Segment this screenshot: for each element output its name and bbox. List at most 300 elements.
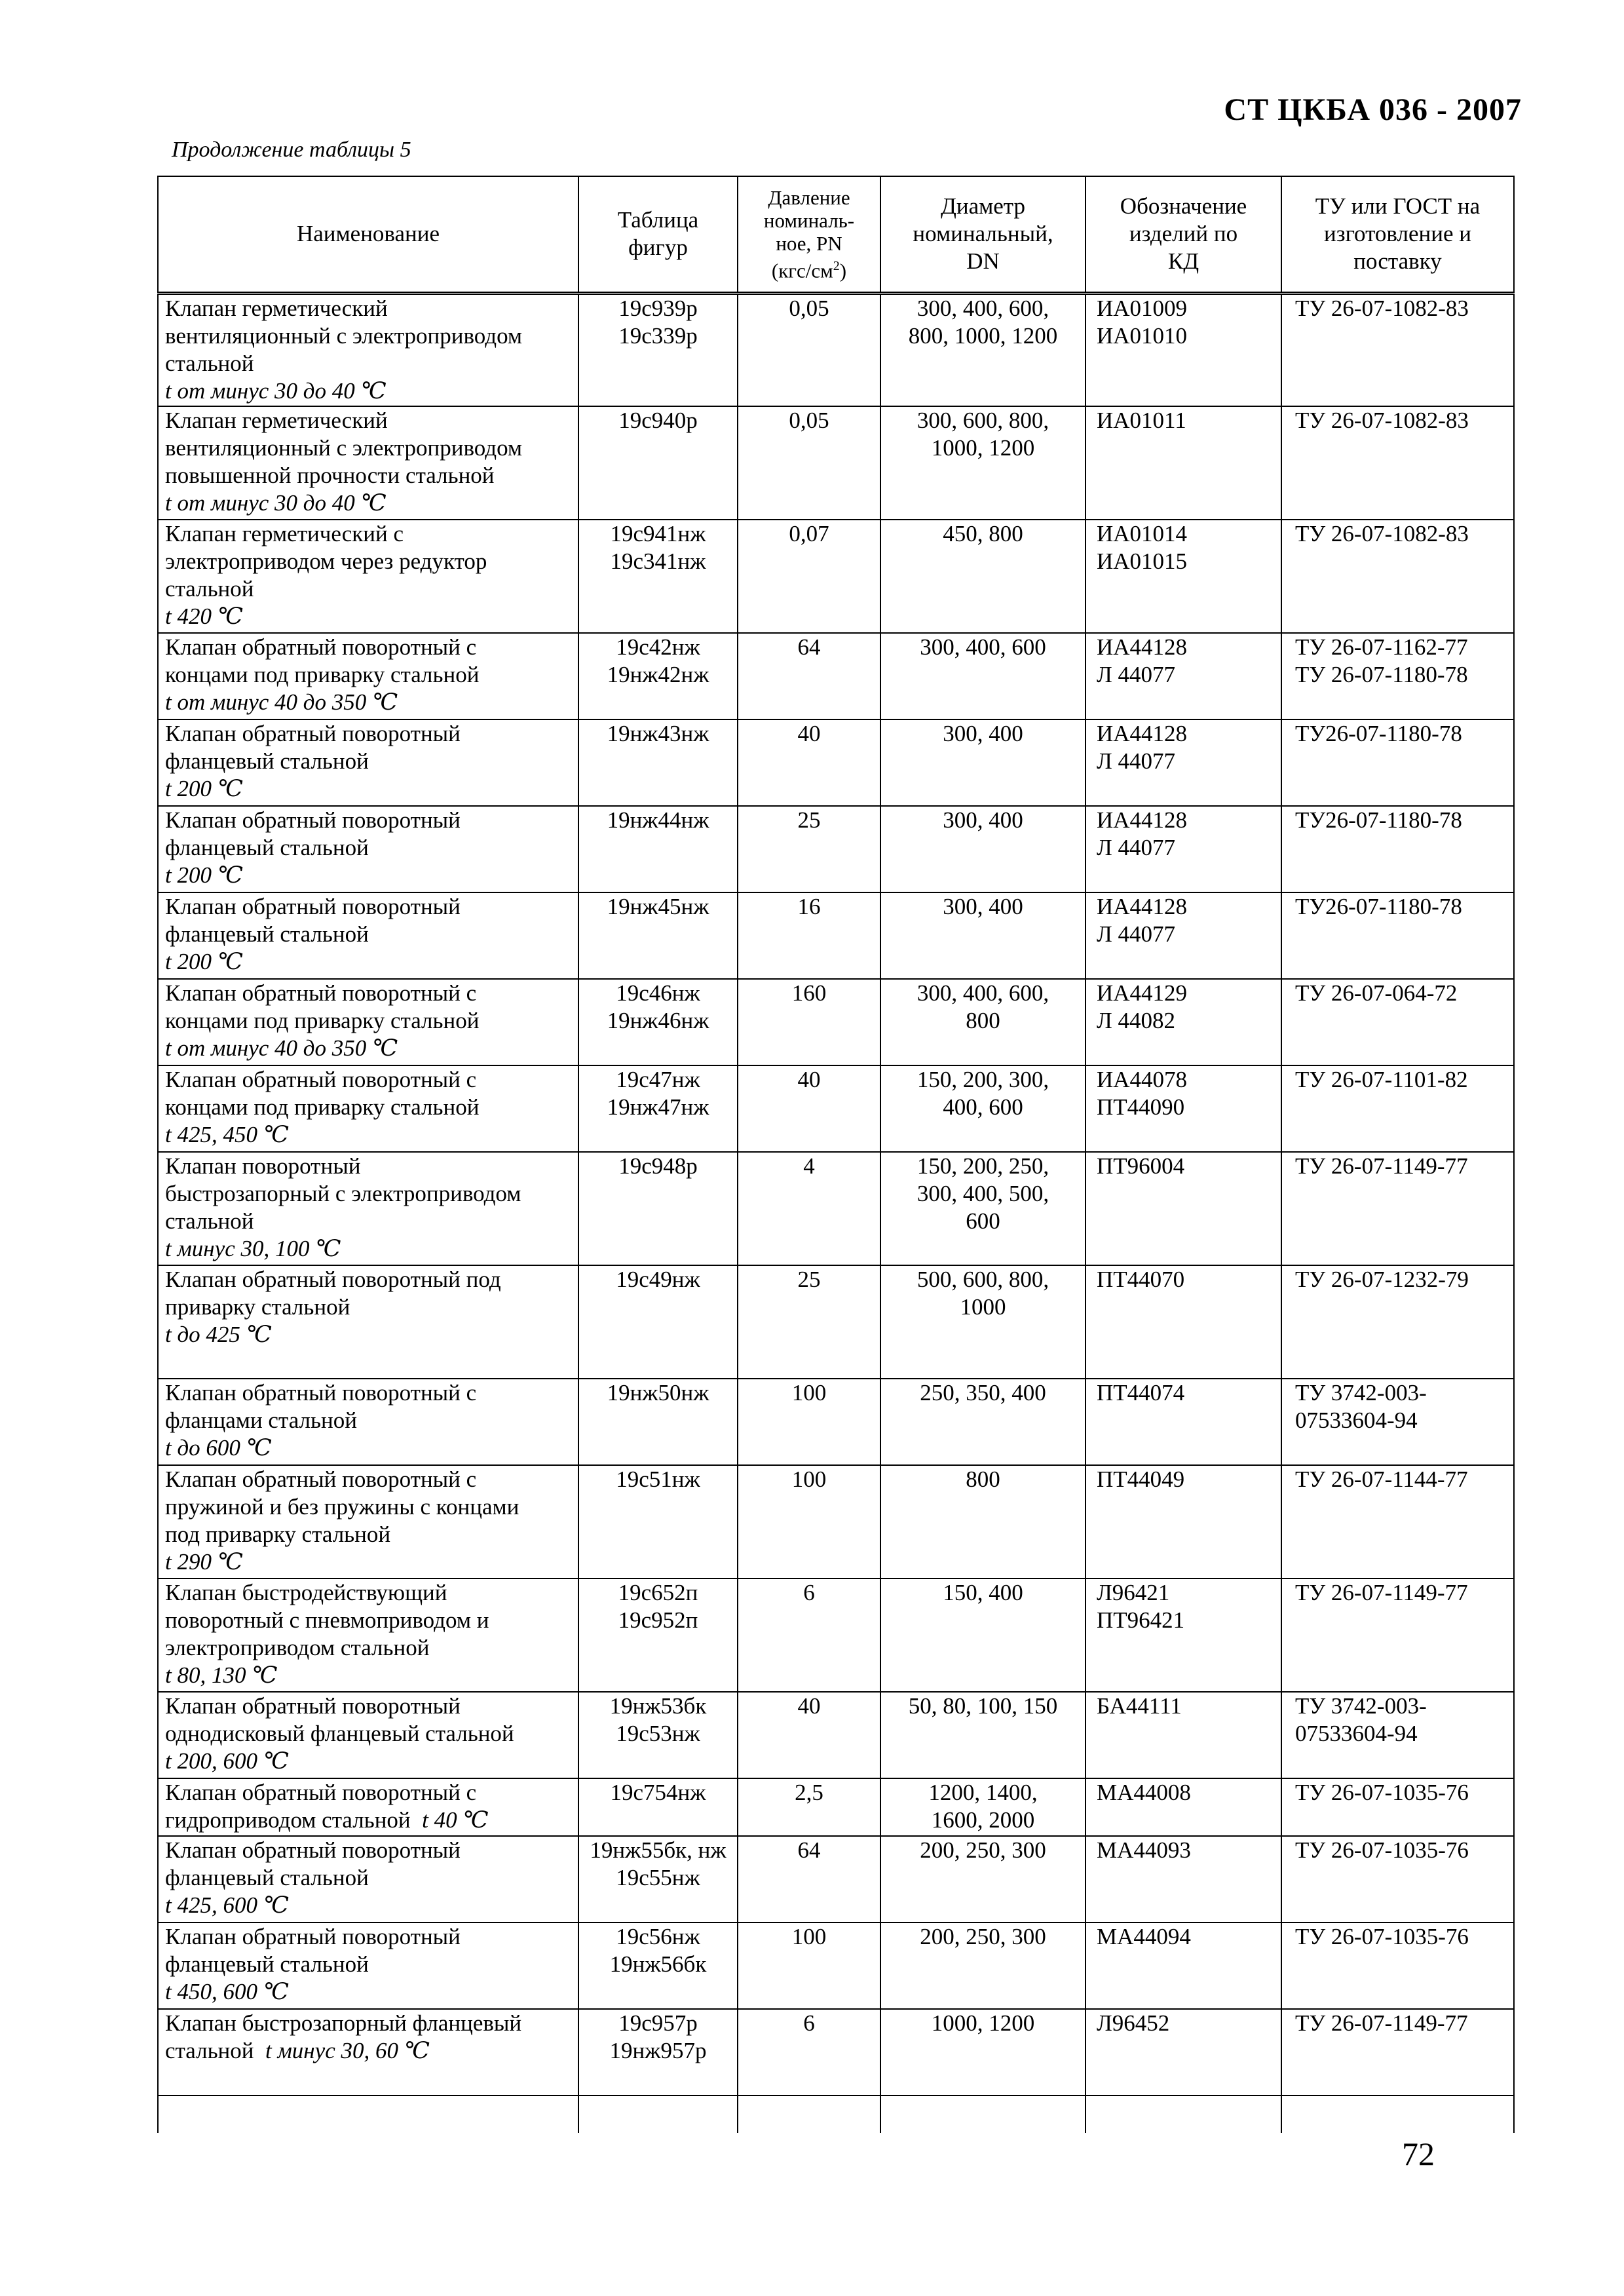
cell-pressure [738, 1379, 880, 1465]
cell-line: МА44093 [1097, 1837, 1191, 1863]
cell-name [158, 979, 578, 1065]
cell-line: 40 [797, 1067, 821, 1092]
cell-line: стальной [165, 576, 254, 602]
header-figure-line: фигур [628, 235, 688, 261]
cell-line: 19с952п [618, 1607, 698, 1633]
cell-line: МА44008 [1097, 1780, 1191, 1805]
cell-line: Клапан обратный поворотный с [165, 634, 477, 660]
cell-line: 25 [797, 807, 821, 833]
cell-line: ПТ44070 [1097, 1267, 1185, 1292]
cell-standard [1281, 1065, 1514, 1152]
cell-diameter [880, 979, 1086, 1065]
cell-line: 300, 400 [943, 807, 1023, 833]
temperature-range: t до 425 ℃ [165, 1322, 272, 1347]
header-designation [1086, 176, 1281, 293]
cell-line: 800 [966, 1466, 1000, 1492]
table-row [158, 892, 1514, 979]
cell-figure [578, 1379, 738, 1465]
cell-line: 100 [791, 1380, 827, 1406]
table-row [158, 1465, 1514, 1578]
cell-pressure [738, 520, 880, 633]
cell-line: ТУ 26-07-1232-79 [1295, 1267, 1469, 1292]
temperature-range: t 425, 600 ℃ [165, 1892, 289, 1918]
cell-line: ИА01014 [1097, 521, 1188, 546]
cell-line: 300, 600, 800, [916, 408, 1049, 433]
cell-line: Л96421 [1097, 1580, 1170, 1605]
cell-line: фланцами стальной [165, 1407, 357, 1433]
header-diameter-line: Диаметр [940, 193, 1026, 220]
table-row [158, 1692, 1514, 1778]
cell-line: 600 [966, 1208, 1000, 1234]
cell-name [158, 1152, 578, 1265]
cell-line: 19нж47нж [607, 1094, 709, 1120]
cell-line: Л 44077 [1097, 662, 1175, 687]
header-pressure-line: ное, PN [776, 232, 842, 256]
cell-line: повышенной прочности стальной [165, 463, 495, 488]
cell-line: 500, 600, 800, [916, 1267, 1049, 1292]
cell-diameter [880, 1152, 1086, 1265]
cell-line: Л 44077 [1097, 921, 1175, 947]
unit-exponent: 2 [833, 259, 840, 274]
table-row [158, 1265, 1514, 1379]
cell-line: 19нж46нж [607, 1008, 709, 1033]
cell-standard [1281, 1692, 1514, 1778]
cell-line: 19с55нж [616, 1865, 700, 1890]
cell-line: однодисковый фланцевый стальной [165, 1721, 514, 1746]
cell-designation [1086, 293, 1281, 406]
cell-name [158, 719, 578, 806]
cell-line: 19нж53бк [609, 1693, 707, 1719]
cell-name [158, 806, 578, 892]
cell-name [158, 293, 578, 406]
header-designation-line: Обозначение [1120, 193, 1247, 220]
cell-diameter [880, 1379, 1086, 1465]
header-diameter-line: DN [966, 248, 1000, 275]
cell-standard [1281, 1152, 1514, 1265]
cell-line: Клапан обратный поворотный [165, 1837, 461, 1863]
cell-line: 200, 250, 300 [920, 1924, 1046, 1949]
cell-name [158, 892, 578, 979]
cell-line: концами под приварку стальной [165, 662, 480, 687]
valve-specification-table [157, 176, 1515, 2133]
cell-line: 19нж56бк [609, 1951, 707, 1977]
cell-line: Л 44082 [1097, 1008, 1175, 1033]
empty-cell [158, 2095, 578, 2133]
cell-line: стальной [165, 350, 254, 376]
temperature-range: t 200, 600 ℃ [165, 1748, 289, 1774]
header-pressure-line: номиналь- [763, 209, 855, 233]
cell-line: 1200, 1400, [928, 1780, 1038, 1805]
cell-line: 07533604-94 [1295, 1721, 1418, 1746]
cell-figure [578, 1923, 738, 2009]
cell-line: 40 [797, 1693, 821, 1719]
table-row [158, 719, 1514, 806]
cell-line: ТУ 26-07-1149-77 [1295, 1153, 1468, 1179]
table-row [158, 633, 1514, 719]
cell-line: Клапан обратный поворотный [165, 721, 461, 746]
cell-designation [1086, 806, 1281, 892]
cell-line: 64 [797, 1837, 821, 1863]
cell-line: Клапан обратный поворотный [165, 807, 461, 833]
cell-diameter [880, 1578, 1086, 1692]
cell-line: ИА01009 [1097, 295, 1188, 321]
cell-line: 19с42нж [616, 634, 700, 660]
table-continuation [158, 2095, 1514, 2133]
cell-line: ИА44128 [1097, 721, 1188, 746]
cell-line: 19с940р [618, 408, 698, 433]
cell-name [158, 1692, 578, 1778]
cell-pressure [738, 1152, 880, 1265]
cell-line: 19нж957р [609, 2038, 707, 2063]
cell-figure [578, 719, 738, 806]
cell-standard [1281, 806, 1514, 892]
cell-line: ТУ 26-07-1149-77 [1295, 1580, 1468, 1605]
cell-line: ТУ 26-07-1082-83 [1295, 295, 1469, 321]
header-standard-line: ТУ или ГОСТ на [1315, 193, 1481, 220]
cell-standard [1281, 1778, 1514, 1836]
cell-designation [1086, 719, 1281, 806]
temperature-range: t минус 30, 60 ℃ [265, 2038, 430, 2063]
cell-name [158, 2009, 578, 2095]
cell-line: 1000 [960, 1294, 1006, 1320]
cell-figure [578, 520, 738, 633]
cell-line: ТУ26-07-1180-78 [1295, 807, 1462, 833]
cell-pressure [738, 293, 880, 406]
temperature-range: t 80, 130 ℃ [165, 1662, 278, 1688]
cell-figure [578, 1836, 738, 1923]
temperature-range: t 290 ℃ [165, 1549, 243, 1575]
cell-line: фланцевый стальной [165, 921, 369, 947]
cell-designation [1086, 1778, 1281, 1836]
temperature-range: t от минус 40 до 350 ℃ [165, 689, 398, 715]
cell-pressure [738, 1578, 880, 1692]
cell-designation [1086, 633, 1281, 719]
cell-name [158, 520, 578, 633]
header-standard-line: изготовление и [1324, 221, 1471, 247]
header-figure [578, 176, 738, 293]
cell-line: 19с53нж [616, 1721, 700, 1746]
cell-line: Клапан поворотный [165, 1153, 361, 1179]
cell-designation [1086, 1578, 1281, 1692]
temperature-range: t 200 ℃ [165, 862, 243, 888]
cell-standard [1281, 1578, 1514, 1692]
cell-line: 19с49нж [616, 1267, 700, 1292]
cell-line: 160 [791, 980, 827, 1006]
cell-designation [1086, 1265, 1281, 1379]
cell-diameter [880, 1836, 1086, 1923]
cell-pressure [738, 1778, 880, 1836]
cell-name [158, 1265, 578, 1379]
cell-line: 0,05 [789, 295, 829, 321]
cell-line: 07533604-94 [1295, 1407, 1418, 1433]
cell-line: ИА44129 [1097, 980, 1188, 1006]
cell-line [165, 2037, 571, 2065]
cell-diameter [880, 2009, 1086, 2095]
cell-line: 1600, 2000 [931, 1807, 1035, 1833]
cell-line: 19нж50нж [607, 1380, 709, 1406]
cell-line: 19с46нж [616, 980, 700, 1006]
cell-figure [578, 1065, 738, 1152]
table-row [158, 406, 1514, 520]
cell-line: вентиляционный с электроприводом [165, 322, 523, 349]
cell-line: ТУ 26-07-1101-82 [1295, 1067, 1468, 1092]
unit-text: (кгс/см [771, 259, 833, 282]
cell-pressure [738, 1065, 880, 1152]
cell-line: фланцевый стальной [165, 748, 369, 774]
cell-line: фланцевый стальной [165, 1865, 369, 1890]
header-designation-line: изделий по [1129, 221, 1238, 247]
cell-diameter [880, 406, 1086, 520]
table-row [158, 520, 1514, 633]
cell-name [158, 406, 578, 520]
table-row [158, 293, 1514, 406]
cell-line: ИА01011 [1097, 408, 1186, 433]
cell-name [158, 1578, 578, 1692]
document-code: СТ ЦКБА 036 - 2007 [1224, 92, 1522, 127]
cell-standard [1281, 719, 1514, 806]
cell-figure [578, 1578, 738, 1692]
cell-line: 19с341нж [610, 548, 706, 574]
header-pressure-line: Давление [768, 186, 850, 210]
cell-diameter [880, 1923, 1086, 2009]
cell-line: фланцевый стальной [165, 1951, 369, 1977]
header-pressure-unit [744, 255, 875, 282]
empty-cell [880, 2095, 1086, 2133]
cell-line: БА44111 [1097, 1693, 1182, 1719]
cell-line: Клапан герметический [165, 295, 388, 321]
cell-line: 19нж43нж [607, 721, 709, 746]
cell-line: 300, 400, 500, [916, 1181, 1049, 1206]
cell-pressure [738, 1836, 880, 1923]
table-row [158, 1152, 1514, 1265]
cell-line: ПТ96421 [1097, 1607, 1185, 1633]
cell-line: 19с957р [618, 2010, 698, 2036]
page-number: 72 [1402, 2135, 1435, 2172]
cell-line: 19с652п [618, 1580, 698, 1605]
header-diameter-line: номинальный, [913, 221, 1053, 247]
cell-line: ТУ 26-07-1144-77 [1295, 1466, 1468, 1492]
cell-line: ТУ 26-07-1035-76 [1295, 1837, 1469, 1863]
cell-designation [1086, 1065, 1281, 1152]
cell-line [165, 1807, 571, 1834]
cell-designation [1086, 892, 1281, 979]
cell-line: стальной [165, 1208, 254, 1234]
cell-diameter [880, 633, 1086, 719]
cell-standard [1281, 979, 1514, 1065]
cell-line: ТУ26-07-1180-78 [1295, 721, 1462, 746]
cell-standard [1281, 1836, 1514, 1923]
cell-name [158, 1923, 578, 2009]
cell-pressure [738, 806, 880, 892]
cell-line: электроприводом через редуктор [165, 548, 487, 574]
cell-designation [1086, 1923, 1281, 2009]
cell-diameter [880, 1265, 1086, 1379]
cell-line: ПТ44090 [1097, 1094, 1185, 1120]
cell-line: 6 [803, 2010, 815, 2036]
cell-designation [1086, 1152, 1281, 1265]
cell-line: 25 [797, 1267, 821, 1292]
cell-line: 300, 400 [943, 894, 1023, 919]
cell-line: Клапан быстродействующий [165, 1580, 447, 1605]
cell-line: 1000, 1200 [931, 2010, 1035, 2036]
header-designation-line: КД [1167, 248, 1199, 275]
table-row [158, 1578, 1514, 1692]
cell-line: ПТ44074 [1097, 1380, 1185, 1406]
cell-designation [1086, 1379, 1281, 1465]
cell-line: ТУ 26-07-1180-78 [1295, 662, 1468, 687]
cell-line: под приварку стальной [165, 1521, 391, 1547]
name-text: гидроприводом стальной [165, 1807, 411, 1833]
cell-line: 150, 400 [943, 1580, 1023, 1605]
cell-line: Клапан обратный поворотный с [165, 1067, 477, 1092]
cell-line: ИА01010 [1097, 322, 1188, 349]
cell-line: 19с51нж [616, 1466, 700, 1492]
cell-line: 300, 400, 600, [916, 295, 1049, 321]
empty-cell [1086, 2095, 1281, 2133]
cell-designation [1086, 1465, 1281, 1578]
cell-line: 200, 250, 300 [920, 1837, 1046, 1863]
cell-standard [1281, 520, 1514, 633]
cell-diameter [880, 719, 1086, 806]
table-row [158, 979, 1514, 1065]
cell-line: Клапан обратный поворотный [165, 894, 461, 919]
cell-line: 19нж45нж [607, 894, 709, 919]
cell-line: 16 [797, 894, 821, 919]
cell-line: ИА44128 [1097, 894, 1188, 919]
header-name: Наименование [158, 176, 578, 293]
table-row [158, 2009, 1514, 2095]
cell-line: 100 [791, 1466, 827, 1492]
cell-figure [578, 1692, 738, 1778]
cell-line: 150, 200, 250, [916, 1153, 1049, 1179]
cell-line: Клапан обратный поворотный с [165, 1780, 477, 1805]
cell-pressure [738, 406, 880, 520]
cell-line: 300, 400, 600, [916, 980, 1049, 1006]
cell-name [158, 633, 578, 719]
table-row [158, 1379, 1514, 1465]
cell-figure [578, 1265, 738, 1379]
cell-pressure [738, 1265, 880, 1379]
cell-line: быстрозапорный с электроприводом [165, 1181, 521, 1206]
cell-figure [578, 2009, 738, 2095]
cell-designation [1086, 1692, 1281, 1778]
cell-line: ТУ 3742-003- [1295, 1380, 1427, 1406]
cell-line: 19с47нж [616, 1067, 700, 1092]
cell-diameter [880, 293, 1086, 406]
cell-pressure [738, 1692, 880, 1778]
cell-line: ТУ26-07-1180-78 [1295, 894, 1462, 919]
cell-name [158, 1379, 578, 1465]
cell-line: 19с339р [618, 322, 698, 349]
table-row [158, 1923, 1514, 2009]
cell-line: ИА44128 [1097, 634, 1188, 660]
cell-line: Л 44077 [1097, 748, 1175, 774]
cell-line: ПТ96004 [1097, 1153, 1185, 1179]
cell-line: вентиляционный с электроприводом [165, 435, 523, 461]
cell-line: электроприводом стальной [165, 1635, 430, 1660]
cell-pressure [738, 979, 880, 1065]
temperature-range: t 420 ℃ [165, 603, 243, 629]
name-text: стальной [165, 2038, 254, 2063]
cell-line: 400, 600 [943, 1094, 1023, 1120]
header-standard-line: поставку [1353, 248, 1442, 275]
temperature-range: t 425, 450 ℃ [165, 1122, 289, 1147]
cell-pressure [738, 1465, 880, 1578]
cell-pressure [738, 2009, 880, 2095]
cell-line: Клапан обратный поворотный с [165, 980, 477, 1006]
cell-figure [578, 892, 738, 979]
table-caption: Продолжение таблицы 5 [172, 138, 411, 162]
cell-standard [1281, 1379, 1514, 1465]
cell-line: ТУ 26-07-064-72 [1295, 980, 1458, 1006]
cell-name [158, 1465, 578, 1578]
cell-line: Клапан обратный поворотный [165, 1924, 461, 1949]
cell-line: Клапан герметический [165, 408, 388, 433]
table-body [158, 293, 1514, 2133]
cell-line: ТУ 26-07-1035-76 [1295, 1924, 1469, 1949]
cell-standard [1281, 633, 1514, 719]
temperature-range: t 40 ℃ [422, 1807, 489, 1833]
cell-line: 800 [966, 1008, 1000, 1033]
cell-figure [578, 806, 738, 892]
cell-line: 19с948р [618, 1153, 698, 1179]
cell-line: ТУ 26-07-1082-83 [1295, 521, 1469, 546]
cell-line: Клапан обратный поворотный с [165, 1380, 477, 1406]
cell-line: 64 [797, 634, 821, 660]
cell-pressure [738, 1923, 880, 2009]
cell-figure [578, 979, 738, 1065]
cell-designation [1086, 979, 1281, 1065]
cell-line: приварку стальной [165, 1294, 350, 1320]
cell-line: Клапан обратный поворотный под [165, 1267, 501, 1292]
cell-standard [1281, 2009, 1514, 2095]
temperature-range: t 200 ℃ [165, 776, 243, 801]
cell-line: поворотный с пневмоприводом и [165, 1607, 489, 1633]
cell-line: 300, 400, 600 [920, 634, 1046, 660]
cell-line: 50, 80, 100, 150 [908, 1693, 1058, 1719]
cell-line: 150, 200, 300, [916, 1067, 1049, 1092]
cell-diameter [880, 1065, 1086, 1152]
empty-cell [1281, 2095, 1514, 2133]
cell-diameter [880, 1692, 1086, 1778]
cell-line: 2,5 [795, 1780, 823, 1805]
cell-figure [578, 1465, 738, 1578]
cell-pressure [738, 633, 880, 719]
header-figure-line: Таблица [617, 207, 699, 233]
cell-line: 19с56нж [616, 1924, 700, 1949]
cell-line: концами под приварку стальной [165, 1094, 480, 1120]
cell-pressure [738, 892, 880, 979]
cell-line: 800, 1000, 1200 [908, 322, 1058, 349]
cell-pressure [738, 719, 880, 806]
temperature-range: t от минус 30 до 40 ℃ [165, 377, 387, 404]
table-row [158, 1065, 1514, 1152]
cell-line: концами под приварку стальной [165, 1008, 480, 1033]
table-row [158, 1836, 1514, 1923]
cell-figure [578, 1152, 738, 1265]
cell-standard [1281, 1265, 1514, 1379]
cell-line: 19с939р [618, 295, 698, 321]
cell-line: Клапан быстрозапорный фланцевый [165, 2010, 522, 2036]
cell-figure [578, 293, 738, 406]
cell-line: ТУ 3742-003- [1295, 1693, 1427, 1719]
cell-designation [1086, 406, 1281, 520]
temperature-range: t минус 30, 100 ℃ [165, 1236, 341, 1261]
table-header [158, 176, 1514, 293]
unit-close: ) [839, 259, 847, 282]
cell-figure [578, 633, 738, 719]
header-diameter [880, 176, 1086, 293]
